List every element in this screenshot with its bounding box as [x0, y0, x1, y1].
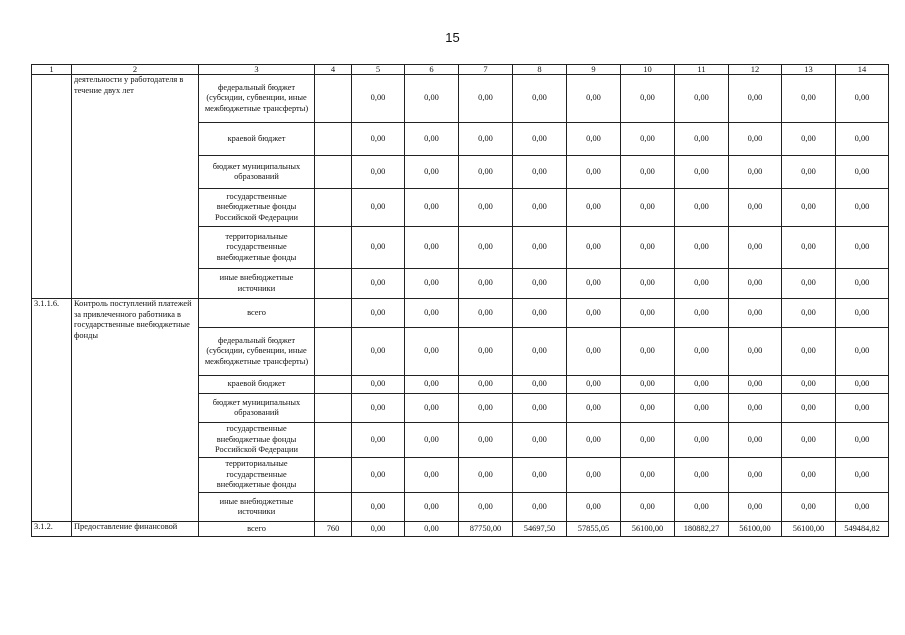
amount-cell: 0,00: [352, 189, 405, 227]
amount-cell: 0,00: [782, 75, 836, 123]
header-cell: 12: [729, 65, 782, 75]
amount-cell: 0,00: [782, 299, 836, 328]
amount-cell: 0,00: [836, 189, 889, 227]
header-cell: 13: [782, 65, 836, 75]
funding-source: краевой бюджет: [199, 123, 315, 156]
amount-cell: 0,00: [405, 269, 459, 299]
funding-source: всего: [199, 522, 315, 537]
amount-cell: 0,00: [621, 394, 675, 423]
amount-cell: 54697,50: [513, 522, 567, 537]
amount-cell: 0,00: [729, 458, 782, 493]
header-cell: 1: [32, 65, 72, 75]
page-number: 15: [445, 30, 460, 45]
code-cell: [315, 376, 352, 394]
budget-table: [31, 64, 889, 537]
amount-cell: 0,00: [567, 394, 621, 423]
amount-cell: 0,00: [621, 376, 675, 394]
amount-cell: 0,00: [782, 423, 836, 458]
amount-cell: 0,00: [836, 376, 889, 394]
amount-cell: 0,00: [621, 269, 675, 299]
code-cell: 760: [315, 522, 352, 537]
amount-cell: 0,00: [782, 328, 836, 376]
amount-cell: 0,00: [513, 376, 567, 394]
amount-cell: 0,00: [675, 299, 729, 328]
amount-cell: 0,00: [782, 493, 836, 522]
amount-cell: 0,00: [675, 376, 729, 394]
amount-cell: 0,00: [459, 493, 513, 522]
amount-cell: 0,00: [459, 299, 513, 328]
amount-cell: 0,00: [675, 156, 729, 189]
amount-cell: 0,00: [513, 493, 567, 522]
amount-cell: 0,00: [621, 75, 675, 123]
header-cell: 9: [567, 65, 621, 75]
amount-cell: 0,00: [729, 156, 782, 189]
amount-cell: 0,00: [621, 156, 675, 189]
funding-source: территориальные государственные внебюджетные фонды: [199, 227, 315, 269]
amount-cell: 0,00: [513, 394, 567, 423]
header-cell: 4: [315, 65, 352, 75]
amount-cell: 0,00: [836, 458, 889, 493]
amount-cell: 0,00: [567, 123, 621, 156]
code-cell: [315, 75, 352, 123]
code-cell: [315, 269, 352, 299]
amount-cell: 0,00: [621, 227, 675, 269]
amount-cell: 0,00: [459, 75, 513, 123]
amount-cell: 0,00: [675, 458, 729, 493]
amount-cell: 0,00: [782, 458, 836, 493]
amount-cell: 0,00: [459, 123, 513, 156]
header-cell: 10: [621, 65, 675, 75]
amount-cell: 0,00: [352, 394, 405, 423]
item-code: 3.1.2.: [32, 522, 72, 537]
amount-cell: 0,00: [513, 269, 567, 299]
code-cell: [315, 493, 352, 522]
funding-source: иные внебюджетные источники: [199, 269, 315, 299]
table-row: [32, 75, 889, 123]
code-cell: [315, 123, 352, 156]
amount-cell: 0,00: [836, 394, 889, 423]
amount-cell: 0,00: [836, 123, 889, 156]
amount-cell: 0,00: [567, 493, 621, 522]
amount-cell: 0,00: [836, 227, 889, 269]
amount-cell: 0,00: [836, 423, 889, 458]
amount-cell: 0,00: [675, 423, 729, 458]
amount-cell: 0,00: [729, 269, 782, 299]
code-cell: [315, 328, 352, 376]
amount-cell: 0,00: [675, 189, 729, 227]
item-name: Контроль поступлений платежей за привлеченного работника в государственные внебюджетные фонды: [72, 299, 199, 522]
amount-cell: 0,00: [352, 269, 405, 299]
amount-cell: 0,00: [836, 269, 889, 299]
amount-cell: 0,00: [513, 75, 567, 123]
amount-cell: 0,00: [513, 299, 567, 328]
amount-cell: 0,00: [513, 156, 567, 189]
header-cell: 8: [513, 65, 567, 75]
amount-cell: 0,00: [405, 376, 459, 394]
amount-cell: 0,00: [567, 376, 621, 394]
amount-cell: 0,00: [675, 123, 729, 156]
amount-cell: 0,00: [513, 123, 567, 156]
amount-cell: 0,00: [675, 227, 729, 269]
amount-cell: 0,00: [405, 423, 459, 458]
amount-cell: 0,00: [729, 394, 782, 423]
amount-cell: 56100,00: [729, 522, 782, 537]
code-cell: [315, 227, 352, 269]
amount-cell: 0,00: [405, 227, 459, 269]
amount-cell: 0,00: [782, 123, 836, 156]
item-name: деятельности у работодателя в течение двух лет: [72, 75, 199, 299]
amount-cell: 0,00: [459, 269, 513, 299]
amount-cell: 0,00: [567, 328, 621, 376]
table-row: [32, 299, 889, 328]
item-code: [32, 75, 72, 299]
amount-cell: 0,00: [621, 458, 675, 493]
amount-cell: 0,00: [405, 394, 459, 423]
amount-cell: 0,00: [567, 189, 621, 227]
amount-cell: 0,00: [675, 394, 729, 423]
funding-source: федеральный бюджет (субсидии, субвенции, иные межбюджетные трансферты): [199, 75, 315, 123]
funding-source: всего: [199, 299, 315, 328]
amount-cell: 0,00: [836, 75, 889, 123]
amount-cell: 0,00: [405, 299, 459, 328]
funding-source: краевой бюджет: [199, 376, 315, 394]
code-cell: [315, 423, 352, 458]
code-cell: [315, 458, 352, 493]
amount-cell: 0,00: [459, 156, 513, 189]
amount-cell: 0,00: [352, 423, 405, 458]
amount-cell: 0,00: [513, 227, 567, 269]
amount-cell: 0,00: [567, 299, 621, 328]
amount-cell: 0,00: [729, 123, 782, 156]
amount-cell: 0,00: [405, 75, 459, 123]
code-cell: [315, 156, 352, 189]
amount-cell: 0,00: [621, 189, 675, 227]
amount-cell: 0,00: [621, 299, 675, 328]
amount-cell: 0,00: [782, 189, 836, 227]
amount-cell: 56100,00: [782, 522, 836, 537]
amount-cell: 0,00: [675, 269, 729, 299]
amount-cell: 0,00: [405, 123, 459, 156]
amount-cell: 0,00: [621, 423, 675, 458]
amount-cell: 0,00: [729, 376, 782, 394]
amount-cell: 0,00: [352, 156, 405, 189]
amount-cell: 0,00: [459, 376, 513, 394]
item-name: Предоставление финансовой: [72, 522, 199, 537]
header-cell: 11: [675, 65, 729, 75]
header-cell: 6: [405, 65, 459, 75]
amount-cell: 0,00: [729, 189, 782, 227]
amount-cell: 0,00: [729, 423, 782, 458]
amount-cell: 0,00: [836, 299, 889, 328]
amount-cell: 56100,00: [621, 522, 675, 537]
amount-cell: 0,00: [352, 123, 405, 156]
amount-cell: 0,00: [836, 156, 889, 189]
amount-cell: 87750,00: [459, 522, 513, 537]
amount-cell: 0,00: [459, 423, 513, 458]
amount-cell: 0,00: [621, 123, 675, 156]
amount-cell: 0,00: [675, 75, 729, 123]
amount-cell: 0,00: [459, 394, 513, 423]
amount-cell: 0,00: [352, 75, 405, 123]
code-cell: [315, 189, 352, 227]
amount-cell: 0,00: [729, 328, 782, 376]
amount-cell: 0,00: [352, 493, 405, 522]
amount-cell: 0,00: [459, 189, 513, 227]
amount-cell: 0,00: [352, 376, 405, 394]
amount-cell: 0,00: [513, 458, 567, 493]
amount-cell: 0,00: [567, 423, 621, 458]
funding-source: государственные внебюджетные фонды Российской Федерации: [199, 189, 315, 227]
amount-cell: 0,00: [405, 522, 459, 537]
amount-cell: 0,00: [352, 227, 405, 269]
amount-cell: 0,00: [567, 227, 621, 269]
amount-cell: 180882,27: [675, 522, 729, 537]
amount-cell: 0,00: [405, 493, 459, 522]
funding-source: государственные внебюджетные фонды Российской Федерации: [199, 423, 315, 458]
header-cell: 5: [352, 65, 405, 75]
table-row: [32, 522, 889, 537]
amount-cell: 0,00: [782, 227, 836, 269]
amount-cell: 0,00: [352, 328, 405, 376]
funding-source: федеральный бюджет (субсидии, субвенции, иные межбюджетные трансферты): [199, 328, 315, 376]
amount-cell: 0,00: [567, 75, 621, 123]
code-cell: [315, 299, 352, 328]
amount-cell: 0,00: [405, 156, 459, 189]
amount-cell: 0,00: [567, 269, 621, 299]
amount-cell: 0,00: [782, 269, 836, 299]
funding-source: территориальные государственные внебюджетные фонды: [199, 458, 315, 493]
amount-cell: 0,00: [782, 376, 836, 394]
amount-cell: 0,00: [352, 299, 405, 328]
amount-cell: 0,00: [621, 493, 675, 522]
amount-cell: 0,00: [513, 423, 567, 458]
header-cell: 14: [836, 65, 889, 75]
amount-cell: 0,00: [675, 493, 729, 522]
funding-source: бюджет муниципальных образований: [199, 156, 315, 189]
amount-cell: 0,00: [729, 299, 782, 328]
amount-cell: 0,00: [782, 394, 836, 423]
header-cell: 2: [72, 65, 199, 75]
amount-cell: 0,00: [513, 189, 567, 227]
amount-cell: 0,00: [405, 328, 459, 376]
amount-cell: 0,00: [459, 458, 513, 493]
amount-cell: 0,00: [782, 156, 836, 189]
amount-cell: 0,00: [459, 227, 513, 269]
code-cell: [315, 394, 352, 423]
funding-source: бюджет муниципальных образований: [199, 394, 315, 423]
amount-cell: 0,00: [675, 328, 729, 376]
amount-cell: 0,00: [352, 522, 405, 537]
amount-cell: 0,00: [836, 493, 889, 522]
header-cell: 7: [459, 65, 513, 75]
amount-cell: 549484,82: [836, 522, 889, 537]
amount-cell: 0,00: [621, 328, 675, 376]
amount-cell: 0,00: [405, 189, 459, 227]
amount-cell: 0,00: [836, 328, 889, 376]
amount-cell: 0,00: [729, 493, 782, 522]
amount-cell: 57855,05: [567, 522, 621, 537]
amount-cell: 0,00: [567, 156, 621, 189]
funding-source: иные внебюджетные источники: [199, 493, 315, 522]
amount-cell: 0,00: [567, 458, 621, 493]
amount-cell: 0,00: [352, 458, 405, 493]
amount-cell: 0,00: [729, 75, 782, 123]
amount-cell: 0,00: [405, 458, 459, 493]
amount-cell: 0,00: [729, 227, 782, 269]
amount-cell: 0,00: [513, 328, 567, 376]
header-row: [32, 65, 889, 75]
item-code: 3.1.1.6.: [32, 299, 72, 522]
header-cell: 3: [199, 65, 315, 75]
amount-cell: 0,00: [459, 328, 513, 376]
